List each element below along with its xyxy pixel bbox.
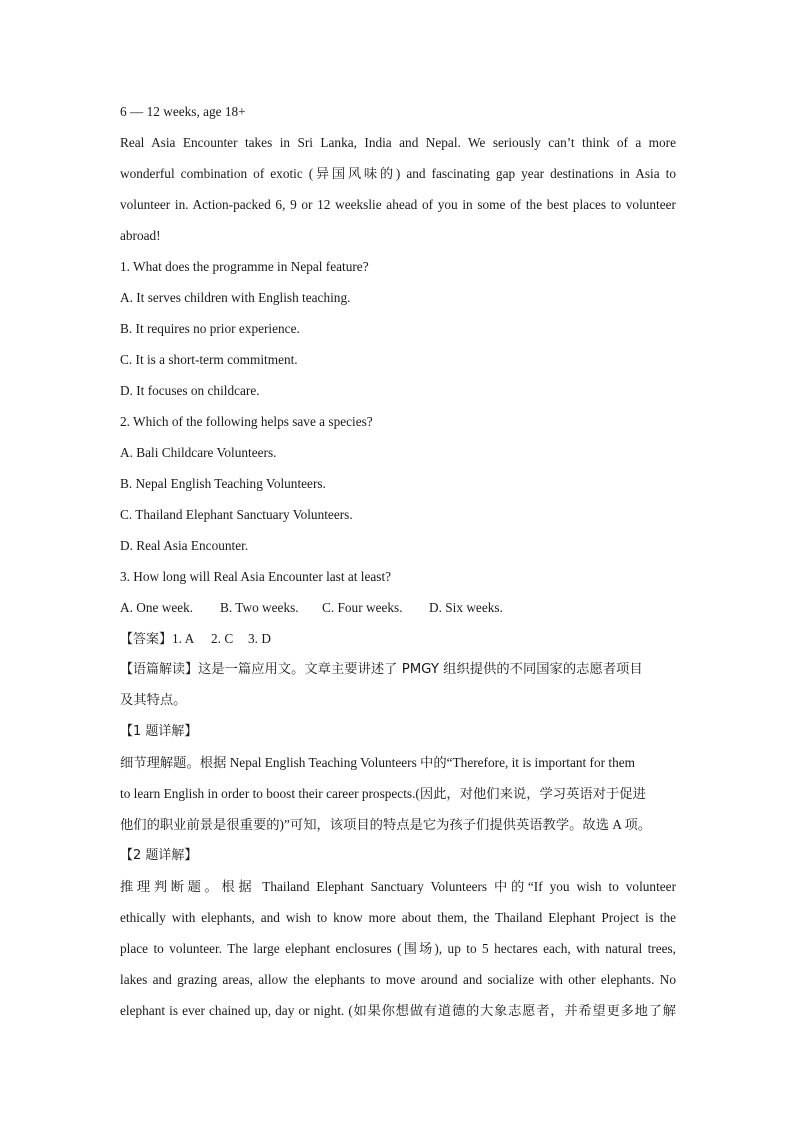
option-c: C. It is a short-term commitment. [120, 352, 298, 367]
detail-line: elephant is ever chained up, day or night. (如果你想做有道德的大象志愿者，并希望更多地了解 [120, 1003, 676, 1018]
answer-item: 2. C [211, 631, 234, 646]
detail-1-label: 【1 题详解】 [120, 724, 198, 739]
reading-line: 及其特点。 [120, 693, 187, 708]
question-text: 1. What does the programme in Nepal feature? [120, 259, 369, 274]
detail-line: 他们的职业前景是很重要的)”可知，该项目的特点是它为孩子们提供英语教学。故选 A 项。 [120, 817, 652, 832]
option-d: D. Six weeks. [429, 600, 503, 615]
option-b: B. Nepal English Teaching Volunteers. [120, 476, 326, 491]
option-a: A. Bali Childcare Volunteers. [120, 445, 277, 460]
option-b: B. It requires no prior experience. [120, 321, 300, 336]
option-a: A. One week. [120, 600, 194, 615]
option-a: A. It serves children with English teaching. [120, 290, 351, 305]
question-text: 3. How long will Real Asia Encounter last at least? [120, 569, 392, 584]
option-b: B. Two weeks. [220, 600, 299, 615]
detail-line: 推理判断题。根据 Thailand Elephant Sanctuary Volunteers 中的“If you wish to volunteer [120, 879, 676, 894]
detail-1-section [120, 716, 676, 840]
question-1 [120, 251, 676, 406]
reading-section [120, 654, 676, 716]
reading-line: 【语篇解读】这是一篇应用文。文章主要讲述了 PMGY 组织提供的不同国家的志愿者项目 [120, 662, 643, 677]
option-c: C. Four weeks. [322, 600, 403, 615]
detail-line: to learn English in order to boost their career prospects.(因此，对他们来说，学习英语对于促进 [120, 786, 646, 801]
intro-paragraph [120, 127, 676, 251]
answer-label: 【答案】 [120, 632, 173, 647]
answer-row [120, 623, 676, 654]
programme-duration: 6 — 12 weeks, age 18+ [120, 104, 246, 119]
detail-2-section [120, 840, 676, 1026]
options-row [120, 592, 676, 623]
option-c: C. Thailand Elephant Sanctuary Volunteers. [120, 507, 353, 522]
detail-line: place to volunteer. The large elephant enclosures (围场), up to 5 hectares each, with natural trees, [120, 941, 676, 956]
intro-line: abroad! [120, 228, 161, 243]
question-text: 2. Which of the following helps save a species? [120, 414, 373, 429]
option-d: D. Real Asia Encounter. [120, 538, 249, 553]
detail-line: lakes and grazing areas, allow the elephants to move around and socialize with other elephants. No [120, 972, 676, 987]
answer-item: 1. A [172, 631, 195, 646]
reading-label: 【语篇解读】 [120, 662, 199, 677]
intro-line: volunteer in. Action-packed 6, 9 or 12 weekslie ahead of you in some of the best places to volunteer [120, 197, 676, 212]
intro-line: Real Asia Encounter takes in Sri Lanka, India and Nepal. We seriously can’t think of a more [120, 135, 676, 150]
document-page [120, 96, 676, 1026]
detail-line: ethically with elephants, and wish to know more about them, the Thailand Elephant Project is the [120, 910, 676, 925]
question-2 [120, 406, 676, 561]
option-d: D. It focuses on childcare. [120, 383, 260, 398]
detail-2-label: 【2 题详解】 [120, 848, 198, 863]
detail-line: 细节理解题。根据 Nepal English Teaching Volunteers 中的“Therefore, it is important for them [120, 755, 635, 770]
intro-line: wonderful combination of exotic (异国风味的) and fascinating gap year destinations in Asia to [120, 166, 676, 181]
answer-item: 3. D [248, 631, 271, 646]
question-3 [120, 561, 676, 623]
